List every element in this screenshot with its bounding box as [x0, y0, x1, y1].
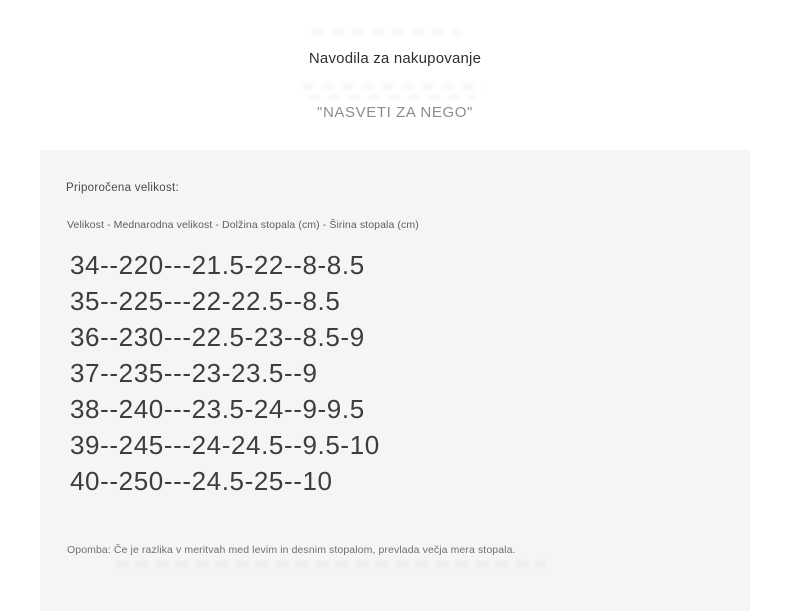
size-chart-panel [40, 150, 750, 611]
size-row: 40--250---24.5-25--10 [70, 466, 333, 496]
size-note: Opomba: Če je razlika v meritvah med levim in desnim stopalom, prevlada večja mera stopala. [67, 544, 516, 556]
size-row: 39--245---24-24.5--9.5-10 [70, 430, 380, 460]
ghost-text-artifact [312, 29, 462, 37]
size-row: 36--230---22.5-23--8.5-9 [70, 322, 365, 352]
recommended-size-heading: Priporočena velikost: [66, 182, 180, 194]
size-columns-legend: Velikost - Mednarodna velikost - Dolžina stopala (cm) - Širina stopala (cm) [67, 219, 419, 231]
size-row: 38--240---23.5-24--9-9.5 [70, 394, 365, 424]
ghost-text-artifact [308, 94, 476, 101]
size-row: 35--225---22-22.5--8.5 [70, 286, 341, 316]
page-title: Navodila za nakupovanje [308, 50, 482, 67]
size-row: 34--220---21.5-22--8-8.5 [70, 250, 365, 280]
size-row: 37--235---23-23.5--9 [70, 358, 318, 388]
ghost-text-artifact [302, 83, 484, 90]
care-tips-subtitle: "NASVETI ZA NEGO" [317, 104, 473, 121]
size-rows-list [70, 247, 380, 499]
